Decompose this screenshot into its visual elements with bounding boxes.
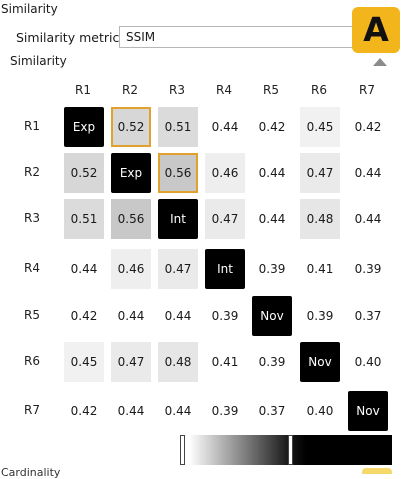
annotation-badge-a: A (352, 7, 400, 53)
colorbar-high-handle[interactable] (288, 435, 293, 465)
matrix-cell-r7-r6[interactable]: 0.40 (306, 404, 334, 418)
matrix-cell-r6-r3[interactable]: 0.48 (158, 342, 198, 382)
colorbar (176, 435, 392, 465)
column-header-r2: R2 (122, 83, 138, 97)
row-header-r1: R1 (24, 119, 40, 133)
matrix-cell-r4-r5[interactable]: 0.39 (258, 262, 286, 276)
matrix-cell-r5-r3[interactable]: 0.44 (164, 309, 192, 323)
column-header-r4: R4 (216, 83, 232, 97)
column-header-r1: R1 (75, 83, 91, 97)
matrix-cell-r5-r5[interactable]: Nov (252, 296, 292, 336)
similarity-metric-label: Similarity metric (16, 30, 120, 45)
matrix-cell-r5-r1[interactable]: 0.42 (70, 309, 98, 323)
matrix-cell-r1-r1[interactable]: Exp (64, 107, 104, 147)
matrix-cell-r3-r3[interactable]: Int (158, 199, 198, 239)
matrix-cell-r4-r7[interactable]: 0.39 (354, 262, 382, 276)
matrix-cell-r1-r2[interactable]: 0.52 (111, 107, 151, 147)
column-header-r5: R5 (263, 83, 279, 97)
row-header-r2: R2 (24, 165, 40, 179)
matrix-cell-r2-r2[interactable]: Exp (111, 153, 151, 193)
matrix-cell-r3-r6[interactable]: 0.48 (300, 199, 340, 239)
matrix-cell-r6-r2[interactable]: 0.47 (111, 342, 151, 382)
matrix-cell-r7-r4[interactable]: 0.39 (211, 404, 239, 418)
similarity-metric-select[interactable]: SSIM (119, 26, 391, 48)
matrix-cell-r1-r4[interactable]: 0.44 (211, 120, 239, 134)
panel-title: Similarity (1, 2, 58, 16)
row-header-r6: R6 (24, 354, 40, 368)
matrix-cell-r7-r1[interactable]: 0.42 (70, 404, 98, 418)
next-panel-badge (362, 468, 392, 474)
next-panel-title: Cardinality (1, 466, 61, 479)
matrix-cell-r7-r3[interactable]: 0.44 (164, 404, 192, 418)
matrix-cell-r5-r2[interactable]: 0.44 (117, 309, 145, 323)
matrix-cell-r6-r5[interactable]: 0.39 (258, 355, 286, 369)
column-header-r6: R6 (311, 83, 327, 97)
matrix-cell-r1-r5[interactable]: 0.42 (258, 120, 286, 134)
matrix-cell-r2-r3[interactable]: 0.56 (158, 153, 198, 193)
matrix-cell-r3-r1[interactable]: 0.51 (64, 199, 104, 239)
matrix-cell-r6-r7[interactable]: 0.40 (354, 355, 382, 369)
matrix-cell-r3-r2[interactable]: 0.56 (111, 199, 151, 239)
colorbar-low-handle[interactable] (180, 435, 185, 465)
matrix-cell-r6-r4[interactable]: 0.41 (211, 355, 239, 369)
matrix-cell-r5-r7[interactable]: 0.37 (354, 309, 382, 323)
matrix-cell-r4-r1[interactable]: 0.44 (70, 262, 98, 276)
matrix-cell-r7-r7[interactable]: Nov (348, 391, 388, 431)
matrix-cell-r4-r6[interactable]: 0.41 (306, 262, 334, 276)
matrix-cell-r1-r3[interactable]: 0.51 (158, 107, 198, 147)
matrix-cell-r6-r1[interactable]: 0.45 (64, 342, 104, 382)
matrix-cell-r3-r5[interactable]: 0.44 (258, 212, 286, 226)
matrix-cell-r7-r5[interactable]: 0.37 (258, 404, 286, 418)
matrix-cell-r2-r1[interactable]: 0.52 (64, 153, 104, 193)
matrix-cell-r1-r7[interactable]: 0.42 (354, 120, 382, 134)
matrix-cell-r2-r5[interactable]: 0.44 (258, 166, 286, 180)
matrix-cell-r4-r4[interactable]: Int (205, 249, 245, 289)
row-header-r5: R5 (24, 308, 40, 322)
column-header-r7: R7 (359, 83, 375, 97)
matrix-cell-r3-r4[interactable]: 0.47 (205, 199, 245, 239)
matrix-cell-r5-r6[interactable]: 0.39 (306, 309, 334, 323)
matrix-cell-r3-r7[interactable]: 0.44 (354, 212, 382, 226)
column-header-r3: R3 (169, 83, 185, 97)
matrix-cell-r2-r6[interactable]: 0.47 (300, 153, 340, 193)
row-header-r4: R4 (24, 261, 40, 275)
matrix-cell-r1-r6[interactable]: 0.45 (300, 107, 340, 147)
matrix-cell-r6-r6[interactable]: Nov (300, 342, 340, 382)
scroll-up-icon[interactable] (373, 58, 387, 66)
matrix-cell-r7-r2[interactable]: 0.44 (117, 404, 145, 418)
matrix-cell-r2-r4[interactable]: 0.46 (205, 153, 245, 193)
matrix-cell-r5-r4[interactable]: 0.39 (211, 309, 239, 323)
row-header-r3: R3 (24, 211, 40, 225)
matrix-cell-r4-r2[interactable]: 0.46 (111, 249, 151, 289)
row-header-r7: R7 (24, 403, 40, 417)
matrix-cell-r4-r3[interactable]: 0.47 (158, 249, 198, 289)
similarity-section-label: Similarity (10, 54, 67, 68)
matrix-cell-r2-r7[interactable]: 0.44 (354, 166, 382, 180)
